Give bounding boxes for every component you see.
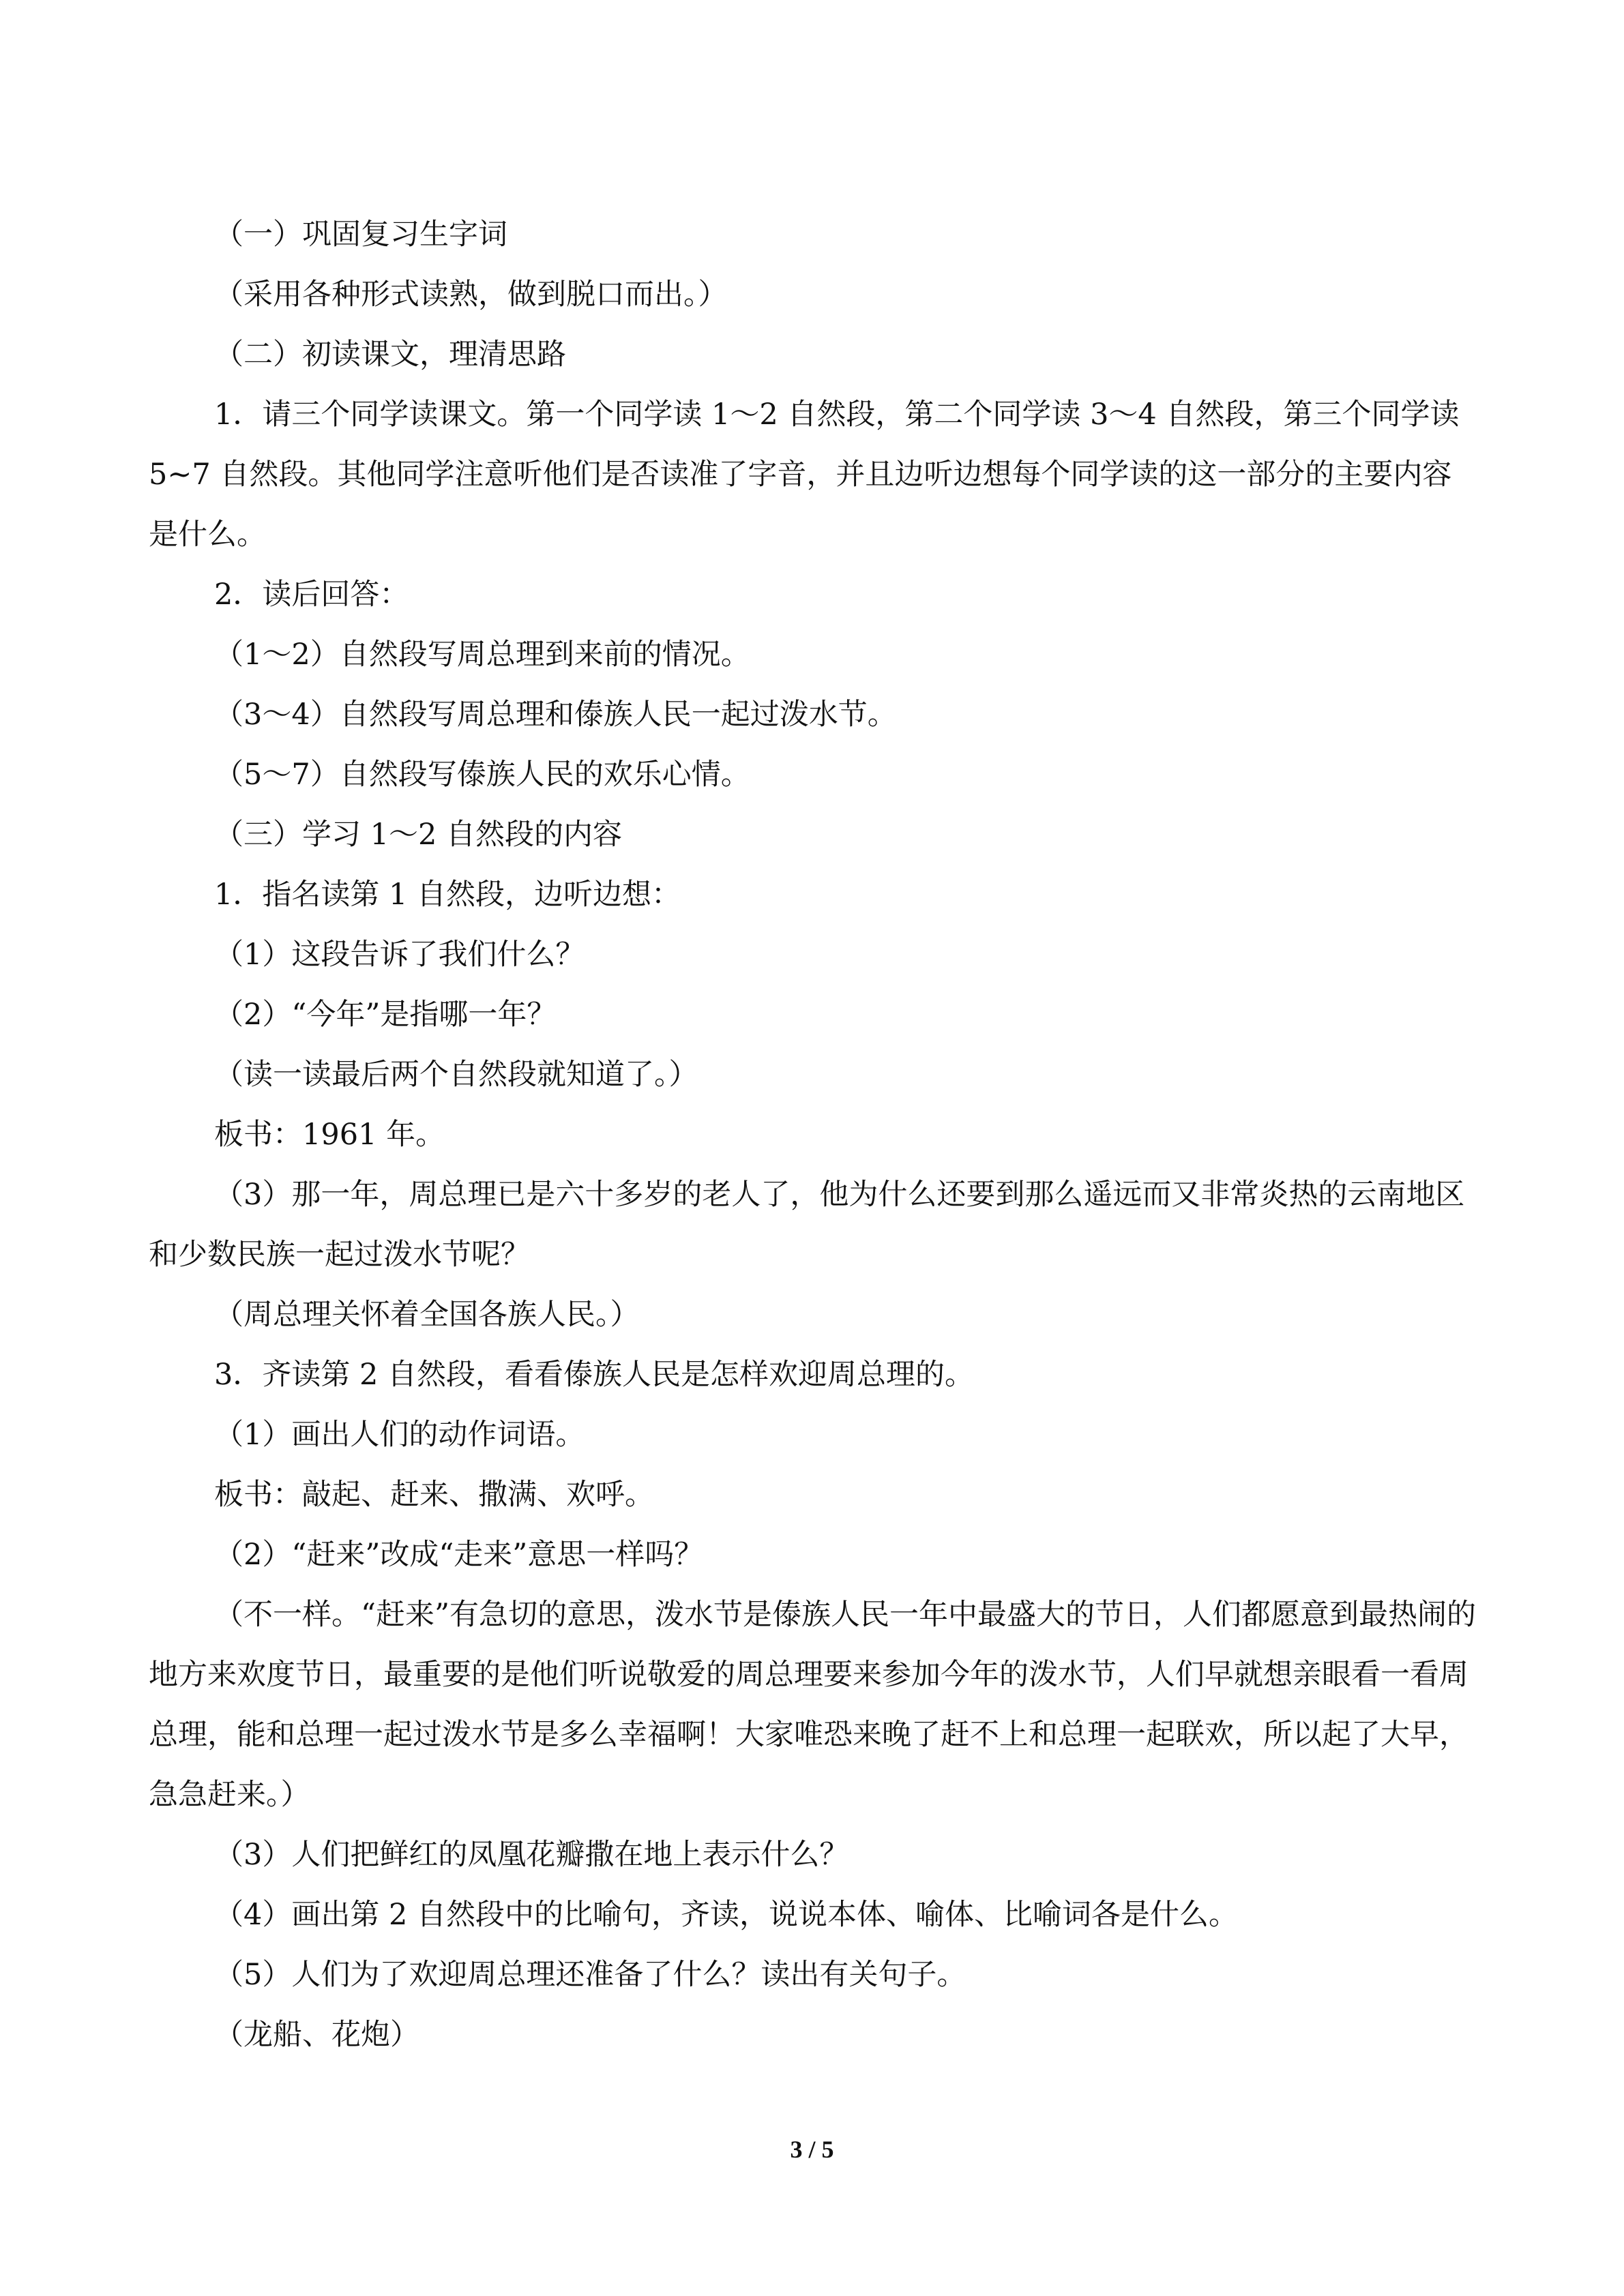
paragraph-note: （龙船、花炮） xyxy=(214,2018,419,2052)
paragraph-question-2: （2）“今年”是指哪一年？ xyxy=(214,998,557,1032)
document-body xyxy=(149,205,1480,2065)
paragraph-answer-1: （1～2）自然段写周总理到来前的情况。 xyxy=(214,638,750,672)
section-heading-study: （三）学习 1～2 自然段的内容 xyxy=(214,818,623,852)
paragraph-note: （采用各种形式读熟，做到脱口而出。） xyxy=(214,278,728,312)
paragraph-board-note: 板书：1961 年。 xyxy=(214,1118,445,1152)
paragraph-question-1: （1）这段告诉了我们什么？ xyxy=(214,938,585,972)
paragraph-task-3: （3）人们把鲜红的凤凰花瓣撒在地上表示什么？ xyxy=(214,1838,849,1872)
paragraph-answer-3: （5～7）自然段写傣族人民的欢乐心情。 xyxy=(214,758,750,792)
paragraph-step-2: 2．读后回答： xyxy=(214,578,409,612)
paragraph-board-note: 板书：敲起、赶来、撒满、欢呼。 xyxy=(214,1478,654,1512)
paragraph-answer-2: （3～4）自然段写周总理和傣族人民一起过泼水节。 xyxy=(214,698,897,732)
paragraph-note: （周总理关怀着全国各族人民。） xyxy=(214,1298,640,1332)
paragraph-step-1: 1．请三个同学读课文。第一个同学读 1～2 自然段，第二个同学读 3～4 自然段，第三个同学读 5~7 自然段。其他同学注意听他们是否读准了字音，并且边听边想每个同学读的这一部分的主要内容是什么。 xyxy=(149,398,1460,552)
paragraph-task-1: （1）画出人们的动作词语。 xyxy=(214,1418,585,1452)
paragraph-note: （读一读最后两个自然段就知道了。） xyxy=(214,1058,698,1092)
paragraph-task-5: （5）人们为了欢迎周总理还准备了什么？读出有关句子。 xyxy=(214,1958,966,1992)
paragraph-study-step-3: 3．齐读第 2 自然段，看看傣族人民是怎样欢迎周总理的。 xyxy=(214,1358,975,1392)
paragraph-study-step-1: 1．指名读第 1 自然段，边听边想： xyxy=(214,878,681,912)
paragraph-question-3: （3）那一年，周总理已是六十多岁的老人了，他为什么还要到那么遥远而又非常炎热的云南地区和少数民族一起过泼水节呢？ xyxy=(149,1178,1465,1272)
paragraph-explanation: （不一样。“赶来”有急切的意思，泼水节是傣族人民一年中最盛大的节日，人们都愿意到最热闹的地方来欢度节日，最重要的是他们听说敬爱的周总理要来参加今年的泼水节，人们早就想亲眼看一看周总理，能和总理一起过泼水节是多么幸福啊！大家唯恐来晚了赶不上和总理一起联欢，所以起了大早，急急赶来。） xyxy=(149,1598,1476,1812)
page-number: 3 / 5 xyxy=(790,2136,834,2163)
paragraph-task-4: （4）画出第 2 自然段中的比喻句，齐读，说说本体、喻体、比喻词各是什么。 xyxy=(214,1898,1239,1932)
section-heading-first-reading: （二）初读课文，理清思路 xyxy=(214,338,566,372)
paragraph-task-2: （2）“赶来”改成“走来”意思一样吗？ xyxy=(214,1538,704,1572)
section-heading-review: （一）巩固复习生字词 xyxy=(214,218,507,252)
